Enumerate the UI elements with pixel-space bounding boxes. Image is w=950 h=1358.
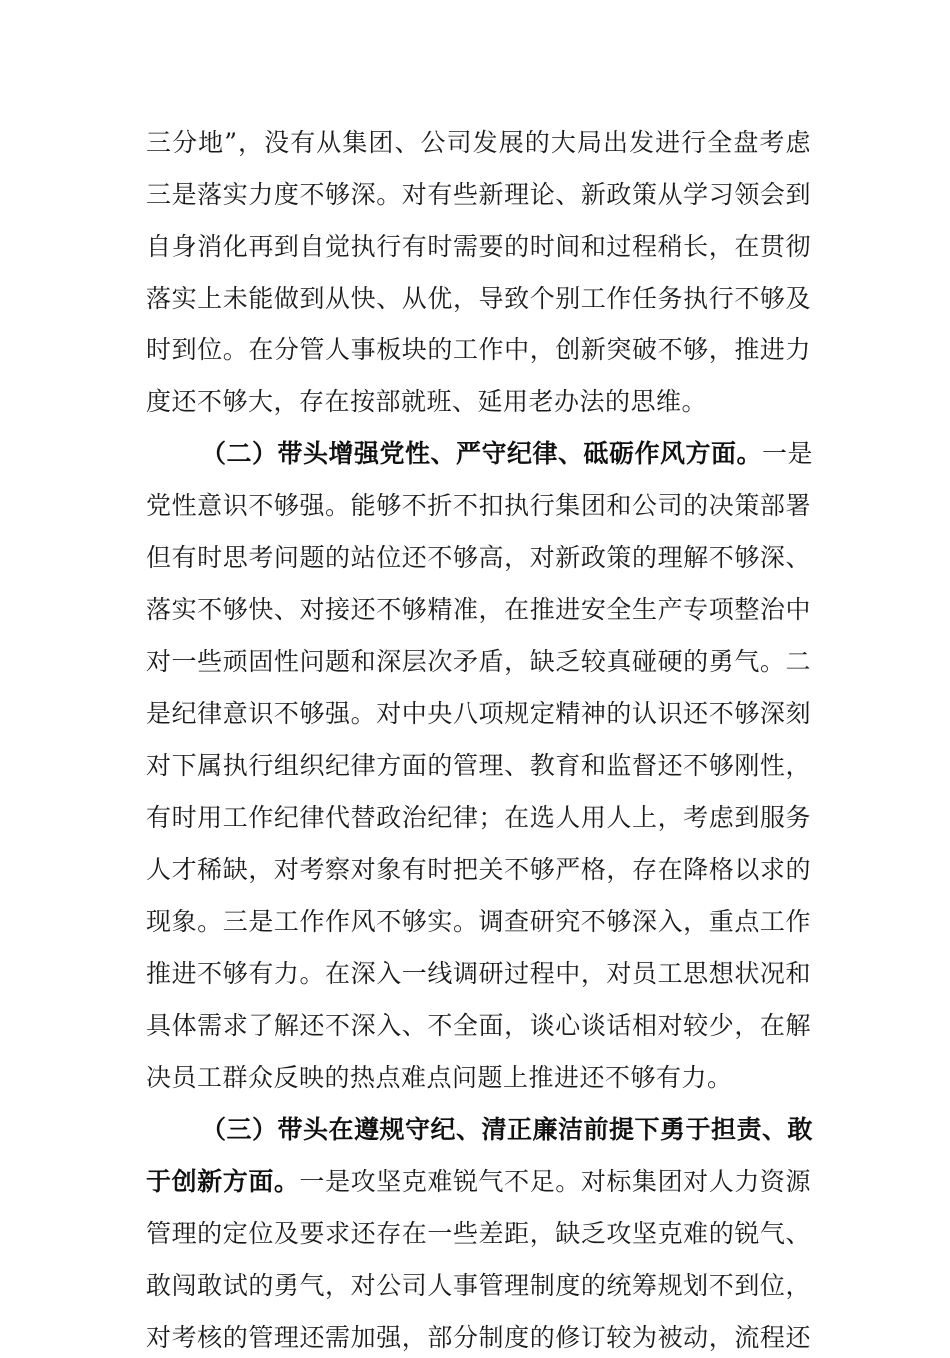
section-heading-3: （三）带头在遵规守纪、清正廉洁前提下勇于担责、敢 xyxy=(201,1115,814,1144)
paragraph-line: 自身消化再到自觉执行有时需要的时间和过程稍长，在贯彻 xyxy=(146,232,811,261)
paragraph-line: 对下属执行组织纪律方面的管理、教育和监督还不够刚性， xyxy=(146,751,811,780)
section-text: 一是攻坚克难锐气不足。对标集团对人力资源 xyxy=(299,1167,811,1196)
paragraph-line: 落实上未能做到从快、从优，导致个别工作任务执行不够及 xyxy=(146,284,811,313)
paragraph-line: 决员工群众反映的热点难点问题上推进还不够有力。 xyxy=(146,1063,733,1092)
section-heading-line xyxy=(146,1162,811,1202)
paragraph-line: 推进不够有力。在深入一线调研过程中，对员工思想状况和 xyxy=(146,959,811,988)
paragraph-line: 人才稀缺，对考察对象有时把关不够严格，存在降格以求的 xyxy=(146,855,811,884)
paragraph-line: 度还不够大，存在按部就班、延用老办法的思维。 xyxy=(146,387,708,416)
paragraph-line: 对考核的管理还需加强，部分制度的修订较为被动，流程还 xyxy=(146,1323,811,1352)
section-heading-3-cont: 于创新方面。 xyxy=(146,1167,300,1196)
section-text: 一是 xyxy=(762,439,814,468)
paragraph-line: 敢闯敢试的勇气，对公司人事管理制度的统筹规划不到位， xyxy=(146,1271,811,1300)
paragraph-line: 时到位。在分管人事板块的工作中，创新突破不够，推进力 xyxy=(146,335,811,364)
paragraph-line: 是纪律意识不够强。对中央八项规定精神的认识还不够深刻 xyxy=(146,699,811,728)
paragraph-line: 但有时思考问题的站位还不够高，对新政策的理解不够深、 xyxy=(146,543,811,572)
paragraph-line: 三是落实力度不够深。对有些新理论、新政策从学习领会到 xyxy=(146,180,811,209)
paragraph-line: 管理的定位及要求还存在一些差距，缺乏攻坚克难的锐气、 xyxy=(146,1219,811,1248)
section-heading-2: （二）带头增强党性、严守纪律、砥砺作风方面。 xyxy=(201,439,763,468)
paragraph-line: 对一些顽固性问题和深层次矛盾，缺乏较真碰硬的勇气。二 xyxy=(146,647,811,676)
section-heading-line xyxy=(201,434,814,474)
paragraph-line: 有时用工作纪律代替政治纪律；在选人用人上，考虑到服务 xyxy=(146,803,811,832)
paragraph-line: 党性意识不够强。能够不折不扣执行集团和公司的决策部署 xyxy=(146,491,811,520)
paragraph-line: 落实不够快、对接还不够精准，在推进安全生产专项整治中 xyxy=(146,595,811,624)
paragraph-line: 现象。三是工作作风不够实。调查研究不够深入，重点工作 xyxy=(146,907,811,936)
paragraph-line: 具体需求了解还不深入、不全面，谈心谈话相对较少，在解 xyxy=(146,1011,811,1040)
paragraph-line: 三分地”，没有从集团、公司发展的大局出发进行全盘考虑 xyxy=(146,128,811,157)
